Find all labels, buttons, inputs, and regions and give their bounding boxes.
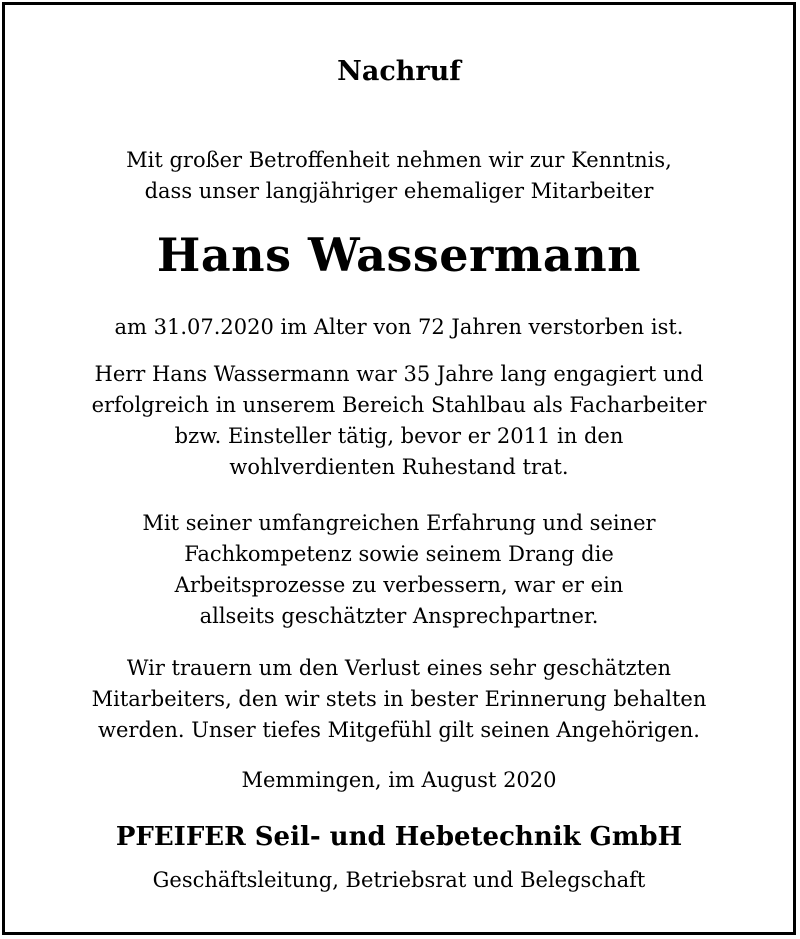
career-line: wohlverdienten Ruhestand trat. [229, 455, 569, 479]
mourning-line: Mitarbeiters, den wir stets in bester Erinnerung behalten [91, 687, 707, 711]
obituary-notice [2, 2, 796, 935]
mourning-paragraph [5, 653, 793, 746]
tribute-line: Fachkompetenz sowie seinem Drang die [184, 542, 614, 566]
mourning-line: Wir trauern um den Verlust eines sehr geschätzten [126, 656, 672, 680]
intro-line: dass unser langjähriger ehemaliger Mitarbeiter [144, 179, 654, 203]
place-date: Memmingen, im August 2020 [241, 768, 557, 792]
mourning-line: werden. Unser tiefes Mitgefühl gilt seinen Angehörigen. [98, 718, 700, 742]
tribute-line: Mit seiner umfangreichen Erfahrung und seiner [142, 511, 656, 535]
intro-paragraph [5, 145, 793, 207]
signers-line: Geschäftsleitung, Betriebsrat und Belegschaft [152, 868, 646, 892]
tribute-line: Arbeitsprozesse zu verbessern, war er ein [174, 573, 624, 597]
deceased-name: Hans Wassermann [156, 228, 642, 282]
company-name: PFEIFER Seil- und Hebetechnik GmbH [115, 822, 683, 852]
career-line: erfolgreich in unserem Bereich Stahlbau als Facharbeiter [91, 393, 707, 417]
intro-line: Mit großer Betroffenheit nehmen wir zur Kenntnis, [126, 148, 672, 172]
tribute-paragraph [5, 508, 793, 632]
notice-heading: Nachruf [337, 56, 461, 87]
career-line: Herr Hans Wassermann war 35 Jahre lang engagiert und [94, 362, 704, 386]
career-line: bzw. Einsteller tätig, bevor er 2011 in den [174, 424, 624, 448]
tribute-line: allseits geschätzter Ansprechpartner. [199, 604, 599, 628]
death-line: am 31.07.2020 im Alter von 72 Jahren verstorben ist. [114, 315, 684, 339]
career-paragraph [5, 359, 793, 483]
